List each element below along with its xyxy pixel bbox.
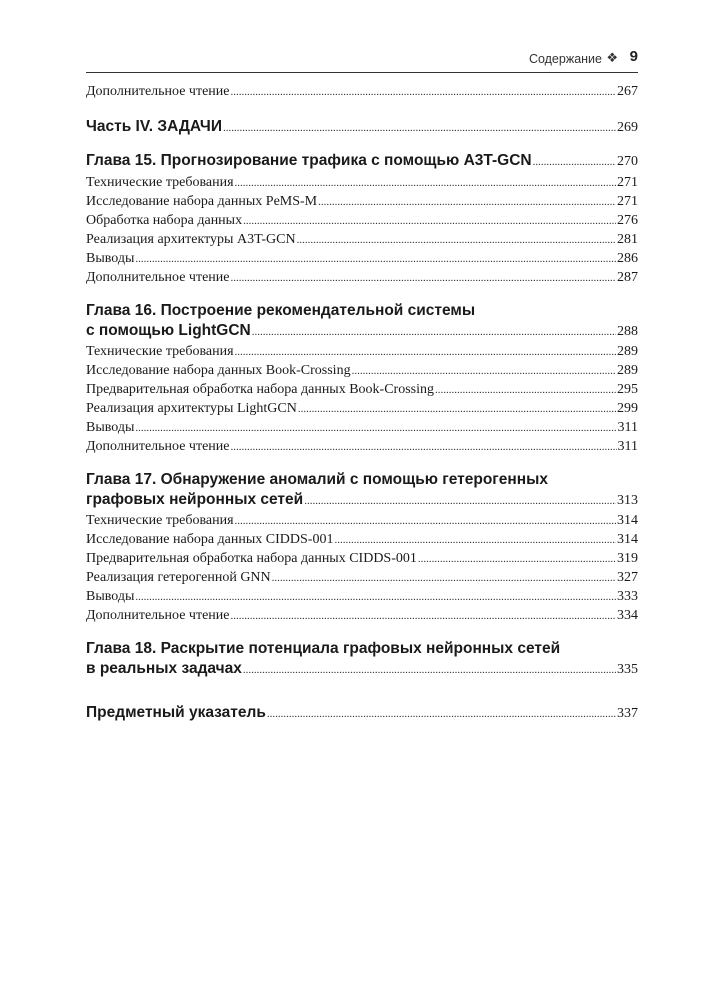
- dot-leader: [334, 531, 616, 550]
- section-page: 287: [617, 270, 638, 285]
- toc-entry-text: Дополнительное чтение: [86, 84, 230, 99]
- toc-section[interactable]: [86, 437, 638, 456]
- toc-section[interactable]: [86, 380, 638, 399]
- chapter-page: 335: [617, 662, 638, 677]
- section-page: 276: [617, 213, 638, 228]
- section-page: 319: [617, 551, 638, 566]
- toc-section[interactable]: [86, 173, 638, 192]
- dot-leader: [230, 83, 616, 102]
- toc-section[interactable]: [86, 606, 638, 625]
- section-page: 271: [617, 175, 638, 190]
- dot-leader: [243, 660, 616, 680]
- section-page: 289: [617, 363, 638, 378]
- section-text: Выводы: [86, 251, 135, 266]
- toc-section[interactable]: [86, 549, 638, 568]
- toc-chapter-16[interactable]: [86, 321, 638, 342]
- section-text: Исследование набора данных Book-Crossing: [86, 363, 351, 378]
- chapter-16-sections: [86, 342, 638, 456]
- dot-leader: [230, 438, 616, 457]
- section-page: 271: [617, 194, 638, 209]
- table-of-contents: [86, 82, 638, 725]
- part-page: 269: [617, 120, 638, 135]
- section-page: 299: [617, 401, 638, 416]
- chapter-title: в реальных задачах: [86, 660, 242, 677]
- dot-leader: [533, 151, 616, 173]
- section-text: Предварительная обработка набора данных Book-Crossing: [86, 382, 434, 397]
- dot-leader: [267, 703, 616, 725]
- toc-chapter-15[interactable]: [86, 150, 638, 173]
- chapter-title: графовых нейронных сетей: [86, 491, 304, 508]
- section-page: 281: [617, 232, 638, 247]
- toc-section[interactable]: [86, 511, 638, 530]
- dot-leader: [418, 550, 616, 569]
- section-text: Исследование набора данных CIDDS-001: [86, 532, 334, 547]
- section-text: Дополнительное чтение: [86, 270, 230, 285]
- dot-leader: [304, 491, 616, 511]
- section-page: 311: [617, 439, 638, 454]
- header-title: Содержание: [528, 52, 602, 66]
- toc-section[interactable]: [86, 587, 638, 606]
- toc-index[interactable]: [86, 702, 638, 725]
- dot-leader: [235, 343, 616, 362]
- dot-leader: [235, 512, 616, 531]
- dot-leader: [135, 250, 616, 269]
- dot-leader: [252, 322, 616, 342]
- toc-section[interactable]: [86, 530, 638, 549]
- section-text: Выводы: [86, 420, 135, 435]
- toc-chapter-17[interactable]: [86, 490, 638, 511]
- toc-section[interactable]: [86, 249, 638, 268]
- toc-section[interactable]: [86, 399, 638, 418]
- dot-leader: [435, 381, 616, 400]
- section-text: Реализация архитектуры LightGCN: [86, 401, 297, 416]
- chapter-title: Глава 15. Прогнозирование трафика с помощью A3T-GCN: [86, 152, 532, 169]
- chapter-15-sections: [86, 173, 638, 287]
- section-page: 311: [617, 420, 638, 435]
- chapter-page: 313: [617, 493, 638, 508]
- toc-section[interactable]: [86, 568, 638, 587]
- chapter-page: 288: [617, 324, 638, 339]
- running-header: [86, 46, 638, 73]
- toc-section[interactable]: [86, 192, 638, 211]
- section-text: Исследование набора данных PeMS-M: [86, 194, 318, 209]
- section-text: Технические требования: [86, 175, 234, 190]
- dot-leader: [352, 362, 616, 381]
- toc-section[interactable]: [86, 361, 638, 380]
- toc-chapter-18-title-line1[interactable]: Глава 18. Раскрытие потенциала графовых нейронных сетей: [86, 640, 561, 657]
- dot-leader: [318, 193, 616, 212]
- toc-entry-prev-reading[interactable]: [86, 82, 638, 101]
- section-page: 333: [617, 589, 638, 604]
- dot-leader: [230, 607, 616, 626]
- toc-entry-page: 267: [617, 84, 638, 99]
- chapter-title: с помощью LightGCN: [86, 322, 251, 339]
- toc-chapter-16-title-line1[interactable]: Глава 16. Построение рекомендательной системы: [86, 302, 476, 319]
- dot-leader: [223, 117, 616, 139]
- dot-leader: [297, 231, 616, 250]
- section-page: 334: [617, 608, 638, 623]
- section-text: Дополнительное чтение: [86, 608, 230, 623]
- toc-chapter-18[interactable]: [86, 659, 638, 680]
- dot-leader: [230, 269, 616, 288]
- section-text: Реализация архитектуры A3T-GCN: [86, 232, 296, 247]
- toc-section[interactable]: [86, 268, 638, 287]
- section-text: Технические требования: [86, 513, 234, 528]
- section-text: Дополнительное чтение: [86, 439, 230, 454]
- dot-leader: [272, 569, 616, 588]
- section-text: Реализация гетерогенной GNN: [86, 570, 271, 585]
- section-page: 289: [617, 344, 638, 359]
- section-text: Обработка набора данных: [86, 213, 243, 228]
- section-page: 314: [617, 513, 638, 528]
- section-text: Предварительная обработка набора данных CIDDS-001: [86, 551, 417, 566]
- dot-leader: [135, 419, 616, 438]
- toc-section[interactable]: [86, 418, 638, 437]
- dot-leader: [298, 400, 616, 419]
- chapter-page: 270: [617, 154, 638, 169]
- chapter-17-sections: [86, 511, 638, 625]
- toc-section[interactable]: [86, 342, 638, 361]
- index-page: 337: [617, 706, 638, 721]
- part-title: Часть IV. ЗАДАЧИ: [86, 118, 222, 135]
- dot-leader: [243, 212, 616, 231]
- section-page: 314: [617, 532, 638, 547]
- section-page: 286: [617, 251, 638, 266]
- toc-part-4[interactable]: [86, 116, 638, 139]
- index-title: Предметный указатель: [86, 704, 266, 721]
- header-page-number: 9: [629, 48, 638, 65]
- toc-chapter-17-title-line1[interactable]: Глава 17. Обнаружение аномалий с помощью гетерогенных: [86, 471, 548, 488]
- dot-leader: [135, 588, 616, 607]
- toc-section[interactable]: [86, 211, 638, 230]
- toc-section[interactable]: [86, 230, 638, 249]
- fleuron-icon: ❖: [606, 50, 618, 65]
- section-page: 327: [617, 570, 638, 585]
- dot-leader: [235, 174, 616, 193]
- section-text: Выводы: [86, 589, 135, 604]
- section-page: 295: [617, 382, 638, 397]
- section-text: Технические требования: [86, 344, 234, 359]
